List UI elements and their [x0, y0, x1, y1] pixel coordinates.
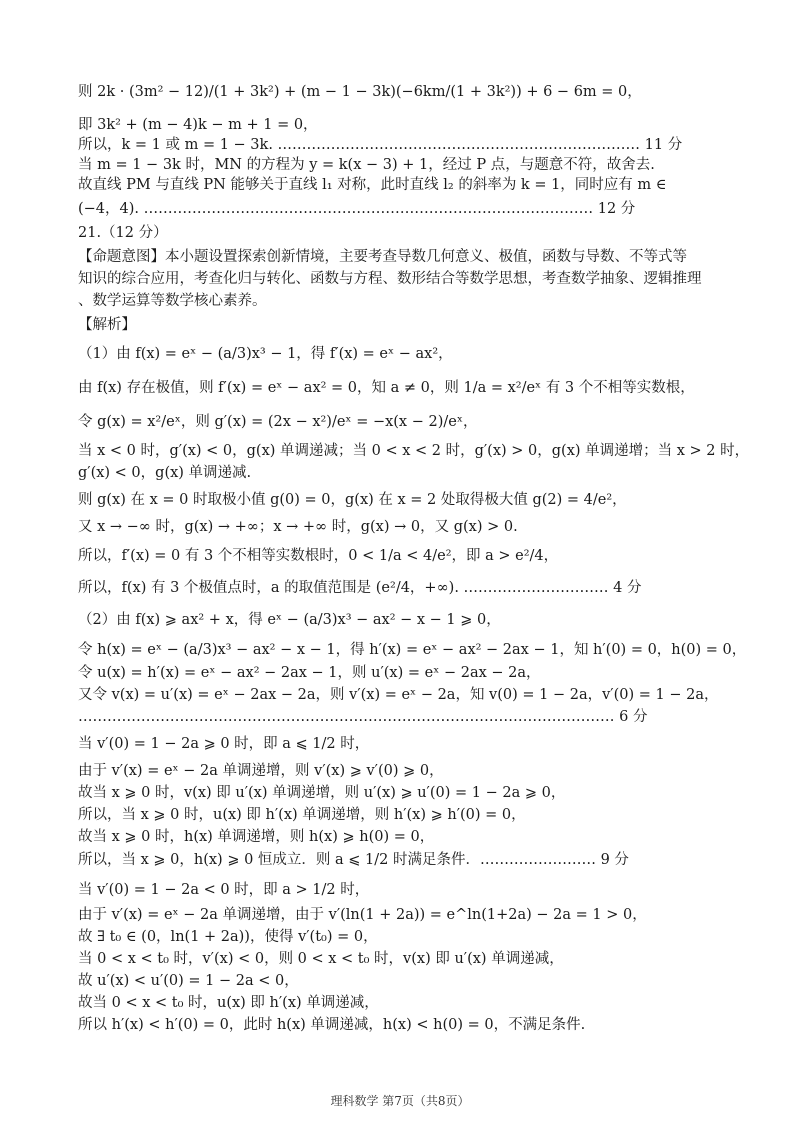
text-line: 当 v′(0) = 1 − 2a ⩾ 0 时，即 a ⩽ 1/2 时，: [78, 736, 370, 752]
text-line: 所以，f(x) 有 3 个极值点时，a 的取值范围是 (e²/4，+∞). ………………………… 4 分: [78, 580, 642, 596]
text-line: 当 0 < x < t₀ 时，v′(x) < 0，则 0 < x < t₀ 时，v(x) 即 u′(x) 单调递减，: [78, 951, 564, 967]
text-line: 知识的综合应用，考查化归与转化、函数与方程、数形结合等数学思想，考查数学抽象、逻辑推理: [78, 271, 702, 287]
text-line: 当 v′(0) = 1 − 2a < 0 时，即 a > 1/2 时，: [78, 882, 370, 898]
text-line: (−4，4). ………………………………………………………………………………… 12 分: [78, 201, 636, 217]
text-line: 【命题意图】本小题设置探索创新情境，主要考查导数几何意义、极值，函数与导数、不等式等: [78, 249, 687, 265]
text-line: 令 h(x) = eˣ − (a/3)x³ − ax² − x − 1，得 h′(x) = eˣ − ax² − 2ax − 1，知 h′(0) = 0，h(0) = 0，: [78, 642, 747, 658]
text-line: 由于 v′(x) = eˣ − 2a 单调递增，则 v′(x) ⩾ v′(0) ⩾ 0，: [78, 763, 444, 779]
text-line: 故当 x ⩾ 0 时，v(x) 即 u′(x) 单调递增，则 u′(x) ⩾ u′(0) = 1 − 2a ⩾ 0，: [78, 785, 566, 801]
score-marker: ………………………………………………………………………………………………… 6 分: [78, 709, 648, 725]
text-line: 令 u(x) = h′(x) = eˣ − ax² − 2ax − 1，则 u′(x) = eˣ − 2ax − 2a，: [78, 665, 541, 681]
text-line: 故当 x ⩾ 0 时，h(x) 单调递增，则 h(x) ⩾ h(0) = 0，: [78, 829, 435, 845]
text-line: 当 x < 0 时，g′(x) < 0，g(x) 单调递减；当 0 < x < 2 时，g′(x) > 0，g(x) 单调递增；当 x > 2 时，: [78, 443, 750, 459]
text-line: 由 f(x) 存在极值，则 f′(x) = eˣ − ax² = 0，知 a ≠ 0，则 1/a = x²/eˣ 有 3 个不相等实数根，: [78, 380, 695, 396]
text-line: 、数学运算等数学核心素养。: [78, 293, 267, 309]
text-line: （2）由 f(x) ⩾ ax² + x，得 eˣ − (a/3)x³ − ax² − x − 1 ⩾ 0，: [78, 612, 501, 628]
text-line: （1）由 f(x) = eˣ − (a/3)x³ − 1，得 f′(x) = eˣ − ax²，: [78, 346, 453, 362]
text-line: 故直线 PM 与直线 PN 能够关于直线 l₁ 对称，此时直线 l₂ 的斜率为 k = 1，同时应有 m ∈: [78, 177, 667, 193]
text-line: 所以 h′(x) < h′(0) = 0，此时 h(x) 单调递减，h(x) < h(0) = 0，不满足条件.: [78, 1017, 586, 1033]
page-footer: 理科数学 第7页（共8页）: [330, 1094, 470, 1108]
text-line: 当 m = 1 − 3k 时，MN 的方程为 y = k(x − 3) + 1，经过 P 点，与题意不符，故舍去.: [78, 157, 655, 173]
text-line: 所以，f′(x) = 0 有 3 个不相等实数根时，0 < 1/a < 4/e²，即 a > e²/4，: [78, 548, 559, 564]
text-line: 故当 0 < x < t₀ 时，u(x) 即 h′(x) 单调递减，: [78, 995, 379, 1011]
text-line: 所以，k = 1 或 m = 1 − 3k. ………………………………………………………………… 11 分: [78, 137, 683, 153]
text-line: 则 2k · (3m² − 12)/(1 + 3k²) + (m − 1 − 3k)(−6km/(1 + 3k²)) + 6 − 6m = 0，: [78, 84, 642, 100]
text-line: g′(x) < 0，g(x) 单调递减.: [78, 465, 252, 481]
text-line: 则 g(x) 在 x = 0 时取极小值 g(0) = 0，g(x) 在 x = 2 处取得极大值 g(2) = 4/e²，: [78, 492, 627, 508]
text-line: 令 g(x) = x²/eˣ，则 g′(x) = (2x − x²)/eˣ = −x(x − 2)/eˣ，: [78, 414, 478, 430]
section-heading: 21.（12 分）: [78, 225, 168, 241]
text-line: 故 ∃ t₀ ∈ (0，ln(1 + 2a))，使得 v′(t₀) = 0，: [78, 929, 378, 945]
text-line: 所以，当 x ⩾ 0 时，u(x) 即 h′(x) 单调递增，则 h′(x) ⩾ h′(0) = 0，: [78, 807, 526, 823]
text-line: 由于 v′(x) = eˣ − 2a 单调递增，由于 v′(ln(1 + 2a)) = e^ln(1+2a) − 2a = 1 > 0，: [78, 907, 647, 923]
text-line: 又令 v(x) = u′(x) = eˣ − 2ax − 2a，则 v′(x) = eˣ − 2a，知 v(0) = 1 − 2a，v′(0) = 1 − 2a，: [78, 687, 719, 703]
text-line: 又 x → −∞ 时，g(x) → +∞；x → +∞ 时，g(x) → 0，又 g(x) > 0.: [78, 519, 518, 535]
text-line: 即 3k² + (m − 4)k − m + 1 = 0，: [78, 117, 318, 133]
text-line: 所以，当 x ⩾ 0，h(x) ⩾ 0 恒成立．则 a ⩽ 1/2 时满足条件．…………………… 9 分: [78, 852, 629, 868]
text-line: 故 u′(x) < u′(0) = 1 − 2a < 0，: [78, 973, 299, 989]
section-heading: 【解析】: [78, 317, 136, 333]
